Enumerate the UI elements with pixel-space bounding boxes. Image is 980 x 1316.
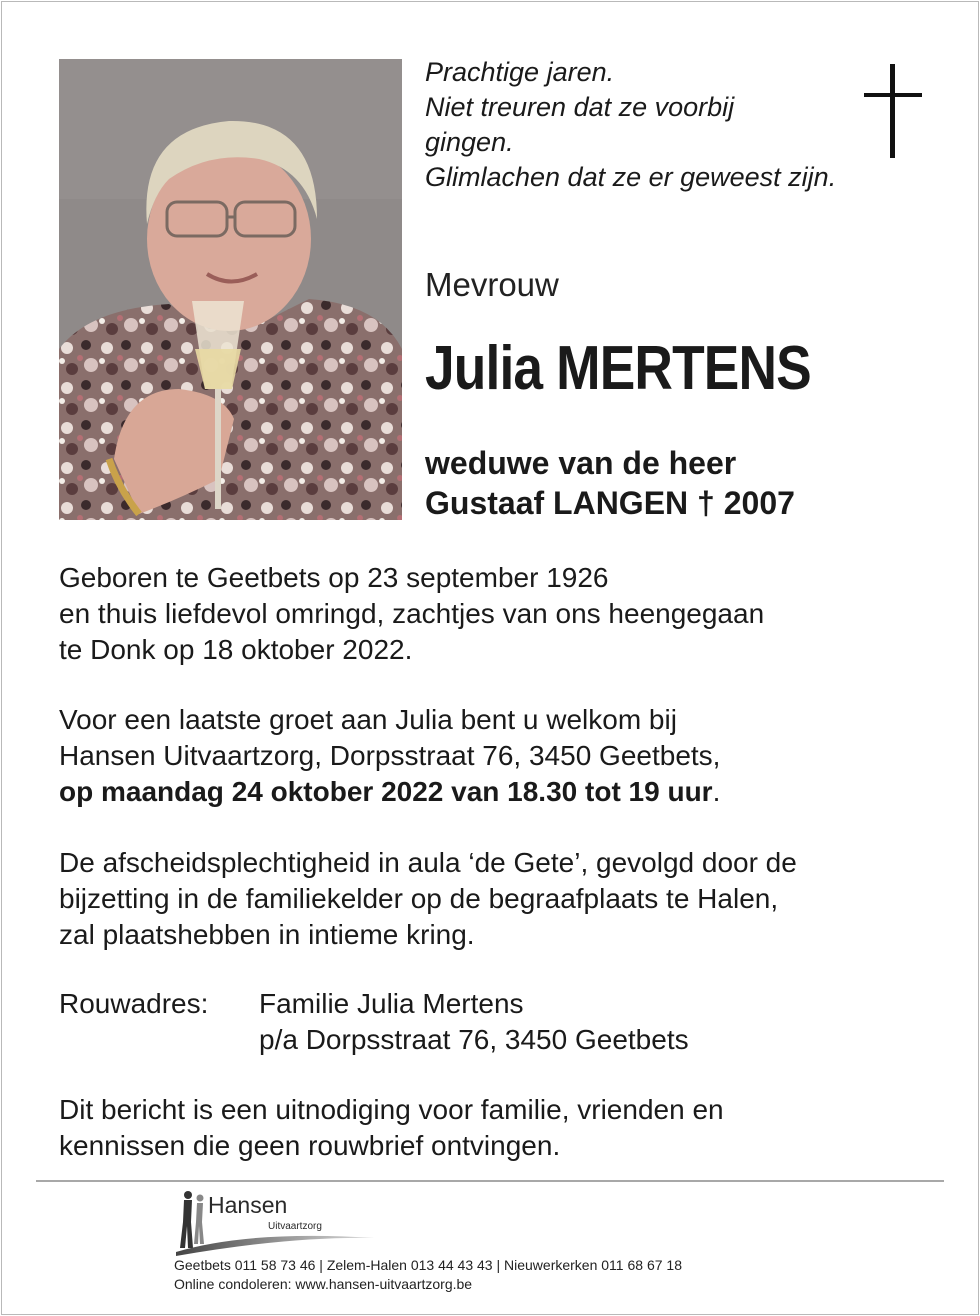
invitation-note	[59, 1092, 939, 1164]
memorial-poem	[425, 55, 905, 195]
footer-online-condolences[interactable]: Online condoleren: www.hansen-uitvaartzorg.be	[174, 1276, 473, 1292]
spouse-line: Gustaaf LANGEN † 2007	[425, 485, 795, 521]
paragraph-line: en thuis liefdevol omringd, zachtjes van ons heengegaan	[59, 598, 765, 629]
deceased-name: Julia MERTENS	[425, 334, 811, 403]
paragraph-line: zal plaatshebben in intieme kring.	[59, 919, 475, 950]
paragraph-line: Dit bericht is een uitnodiging voor familie, vrienden en	[59, 1094, 724, 1125]
poem-line: Niet treuren dat ze voorbij	[425, 92, 735, 122]
portrait-illustration	[59, 59, 402, 520]
mourning-address-label: Rouwadres:	[59, 988, 209, 1019]
address-line: Familie Julia Mertens	[259, 988, 524, 1019]
paragraph-line: bijzetting in de familiekelder op de begraafplaats te Halen,	[59, 883, 779, 914]
sentence-end: .	[712, 776, 721, 807]
footer-contact	[174, 1256, 682, 1294]
mourning-address-lines	[259, 986, 689, 1058]
funeral-home-name: Hansen	[208, 1192, 288, 1218]
honorific: Mevrouw	[425, 266, 559, 303]
funeral-home-subtitle: Uitvaartzorg	[268, 1221, 322, 1232]
paragraph-line: te Donk op 18 oktober 2022.	[59, 634, 413, 665]
poem-line: gingen.	[425, 127, 514, 157]
paragraph-line: Voor een laatste groet aan Julia bent u welkom bij	[59, 704, 677, 735]
poem-line: Prachtige jaren.	[425, 57, 615, 87]
latin-cross-icon	[864, 64, 922, 158]
portrait-photo	[59, 59, 402, 520]
paragraph-line	[59, 774, 939, 810]
visitation-datetime: op maandag 24 oktober 2022 van 18.30 tot 19 uur	[59, 776, 713, 807]
address-line: p/a Dorpsstraat 76, 3450 Geetbets	[259, 1024, 689, 1055]
paragraph-line: De afscheidsplechtigheid in aula ‘de Gete’, gevolgd door de	[59, 847, 797, 878]
paragraph-line: kennissen die geen rouwbrief ontvingen.	[59, 1130, 561, 1161]
footer-divider	[36, 1180, 944, 1182]
paragraph-line: Geboren te Geetbets op 23 september 1926	[59, 562, 609, 593]
visitation-paragraph	[59, 702, 939, 810]
poem-line: Glimlachen dat ze er geweest zijn.	[425, 162, 837, 192]
footer-phones: Geetbets 011 58 73 46 | Zelem-Halen 013 44 43 43 | Nieuwerkerken 011 68 67 18	[174, 1257, 682, 1273]
birth-paragraph	[59, 560, 939, 668]
spouse-info	[425, 443, 795, 523]
ceremony-paragraph	[59, 845, 939, 953]
paragraph-line: Hansen Uitvaartzorg, Dorpsstraat 76, 3450 Geetbets,	[59, 740, 721, 771]
spouse-line: weduwe van de heer	[425, 445, 737, 481]
